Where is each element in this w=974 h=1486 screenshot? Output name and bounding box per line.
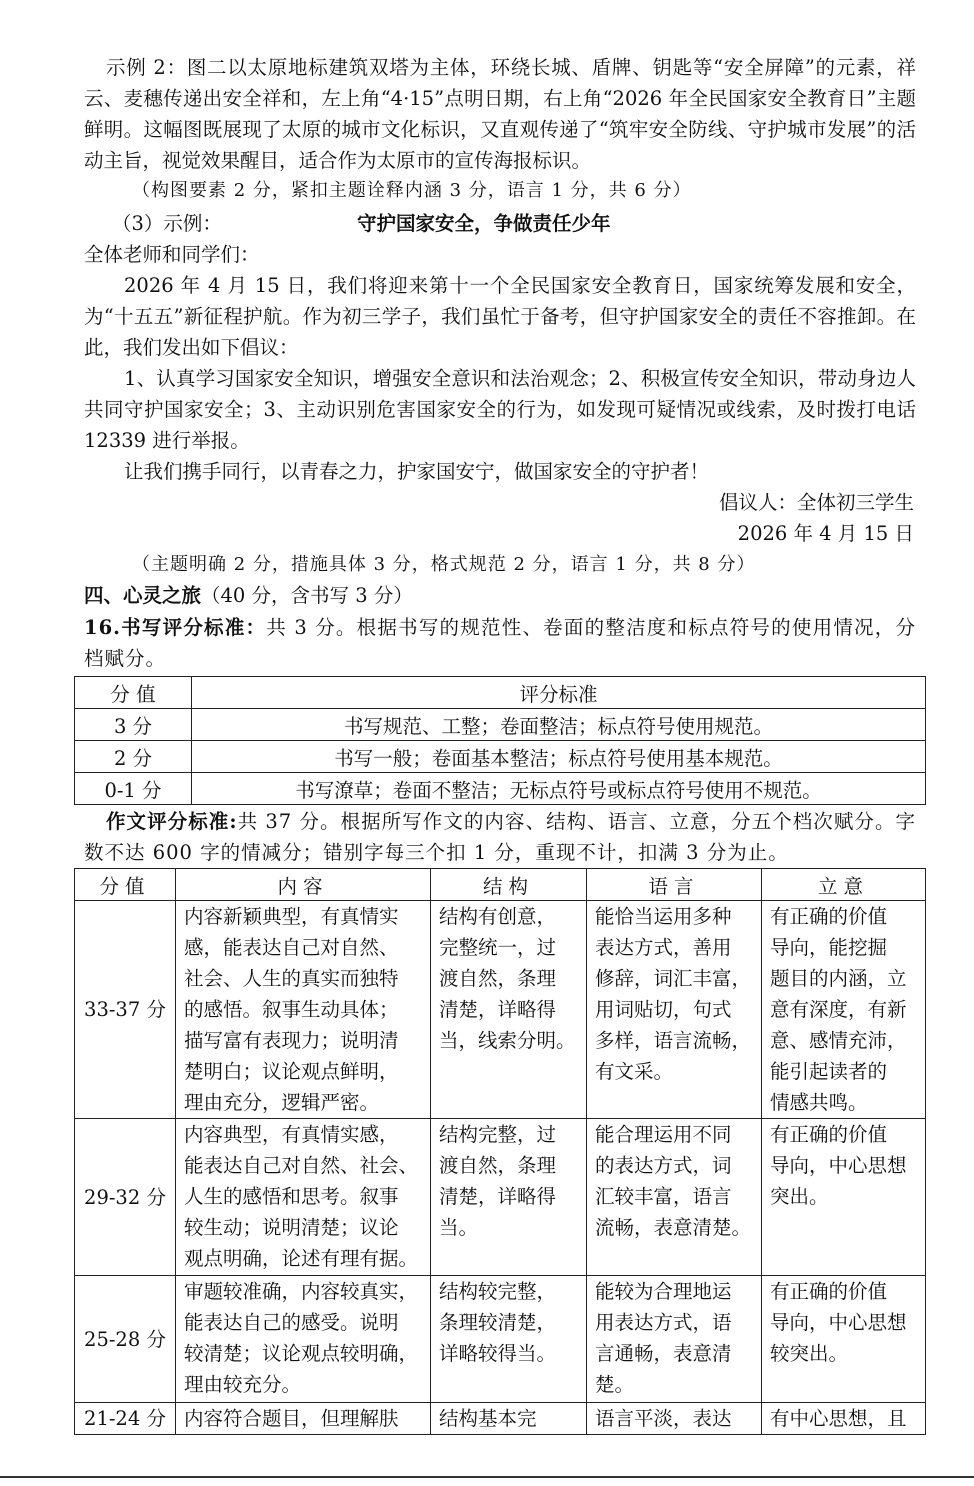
essay-criteria-text: 共 37 分。根据所写作文的内容、结构、语言、立意，分五个档次赋分。字数不达 600 字的情减分；错别字每三个扣 1 分，重现不计，扣满 3 分为止。: [84, 810, 917, 864]
table-header-cell: 分 值: [75, 677, 192, 709]
proposal-title: 守护国家安全，争做责任少年: [357, 212, 611, 235]
proposal-paragraph-2: 1、认真学习国家安全知识，增强安全意识和法治观念；2、积极宣传安全知识，带动身边人共同守护国家安全；3、主动识别危害国家安全的行为，如发现可疑情况或线索，及时拨打电话 12339 进行举报。: [84, 367, 916, 452]
essay-idea-cell: [762, 1276, 926, 1403]
proposal-paragraph-1: 2026 年 4 月 15 日，我们将迎来第十一个全民国家安全教育日，国家统筹发展和安全，为“十五五”新征程护航。作为初三学子，我们虽忙于备考，但守护国家安全的责任不容推卸。在此，我们发出如下倡议：: [84, 274, 916, 359]
essay-table-body: [75, 901, 926, 1435]
cell-line: 有中心思想，且: [770, 1407, 907, 1430]
cell-line: 结构完整，过: [439, 1123, 557, 1146]
cell-line: 用表达方式，语: [595, 1311, 732, 1334]
table-row: [75, 709, 926, 741]
section-4-note: （40 分，含书写 3 分）: [201, 584, 413, 607]
cell-line: 能恰当运用多种: [595, 905, 732, 928]
cell-line: 有文采。: [595, 1060, 674, 1083]
table-row: [75, 741, 926, 773]
essay-structure-cell: [431, 1403, 587, 1435]
cell-line: 渡自然，条理: [439, 967, 557, 990]
proposal-paragraph-3: 让我们携手同行，以青春之力，护家国安宁，做国家安全的守护者！: [124, 460, 710, 483]
cell-line: 多样，语言流畅，: [595, 1029, 752, 1052]
cell-line: 渡自然，条理: [439, 1154, 557, 1177]
essay-structure-cell: [431, 1276, 587, 1403]
cell-line: 内容典型，有真情实感，: [184, 1123, 399, 1146]
table-row: [75, 1119, 926, 1276]
cell-line: 理由充分，逻辑严密。: [184, 1091, 380, 1114]
cell-line: 结构基本完: [439, 1407, 537, 1430]
cell-line: 有正确的价值: [770, 1123, 888, 1146]
cell-line: 情感共鸣。: [770, 1091, 868, 1114]
essay-idea-cell: [762, 1403, 926, 1435]
question-3-line: [112, 208, 912, 239]
cell-line: 楚。: [595, 1373, 635, 1396]
cell-line: 清楚，详略得: [439, 998, 557, 1021]
score-note-2: （主题明确 2 分，措施具体 3 分，格式规范 2 分，语言 1 分，共 8 分）: [132, 554, 756, 575]
salutation: 全体老师和同学们：: [84, 243, 260, 266]
cell-line: 审题较准确，内容较真实，: [184, 1280, 419, 1303]
table-row: [75, 773, 926, 805]
page-bottom-rule: [0, 1476, 974, 1478]
essay-criteria-label: 作文评分标准:: [106, 810, 238, 833]
table-cell-criteria: 书写规范、工整；卷面整洁；标点符号使用规范。: [192, 709, 926, 741]
essay-language-cell: [587, 1276, 762, 1403]
cell-line: 感，能表达自己对自然、: [184, 936, 399, 959]
cell-line: 用词贴切，句式: [595, 998, 732, 1021]
essay-criteria-intro: [84, 806, 916, 868]
question-16-intro: [84, 612, 916, 674]
essay-language-cell: [587, 901, 762, 1119]
table-header-cell: 分值: [75, 869, 176, 901]
essay-score-cell: 21-24 分: [75, 1403, 176, 1435]
table-cell-criteria: 书写潦草；卷面不整洁；无标点符号或标点符号使用不规范。: [192, 773, 926, 805]
cell-line: 导向，中心思想: [770, 1311, 907, 1334]
table-header-cell: 评分标准: [192, 677, 926, 709]
table-row: [75, 1403, 926, 1435]
signature-date: 2026 年 4 月 15 日: [737, 522, 914, 545]
cell-line: 详略较得当。: [439, 1342, 557, 1365]
cell-line: 内容符合题目，但理解肤: [184, 1407, 399, 1430]
question-3-label: （3）示例：: [112, 212, 222, 235]
writing-score-table: [74, 676, 926, 805]
cell-line: 较清楚；议论观点较明确，: [184, 1342, 419, 1365]
score-note-1: （构图要素 2 分，紧扣主题诠释内涵 3 分，语言 1 分，共 6 分）: [132, 180, 692, 201]
cell-line: 当，线索分明。: [439, 1029, 576, 1052]
cell-line: 导向，能挖掘: [770, 936, 888, 959]
question-16-label: 16.书写评分标准：: [84, 616, 267, 639]
table-header-cell: 语言: [587, 869, 762, 901]
section-4-title: 四、心灵之旅: [84, 584, 202, 607]
cell-line: 理由较充分。: [184, 1373, 302, 1396]
cell-line: 内容新颖典型，有真情实: [184, 905, 399, 928]
cell-line: 较生动；说明清楚；议论: [184, 1216, 399, 1239]
essay-language-cell: [587, 1119, 762, 1276]
essay-content-cell: [176, 1403, 431, 1435]
essay-language-cell: [587, 1403, 762, 1435]
table-header-row: [75, 677, 926, 709]
cell-line: 楚明白；议论观点鲜明，: [184, 1060, 399, 1083]
essay-content-cell: [176, 1276, 431, 1403]
section-4-heading: [84, 580, 916, 611]
table-header-cell: 立意: [762, 869, 926, 901]
table-row: [75, 901, 926, 1119]
cell-line: 表达方式，善用: [595, 936, 732, 959]
cell-line: 语言平淡，表达: [595, 1407, 732, 1430]
essay-score-cell: 33-37 分: [75, 901, 176, 1119]
cell-line: 能较为合理地运: [595, 1280, 732, 1303]
cell-line: 较突出。: [770, 1342, 849, 1365]
cell-line: 意、感情充沛，: [770, 1029, 907, 1052]
cell-line: 清楚，详略得: [439, 1185, 557, 1208]
table-cell-score: 0-1 分: [75, 773, 192, 805]
essay-score-cell: 29-32 分: [75, 1119, 176, 1276]
essay-idea-cell: [762, 1119, 926, 1276]
essay-score-cell: 25-28 分: [75, 1276, 176, 1403]
cell-line: 观点明确，论述有理有据。: [184, 1247, 419, 1270]
cell-line: 能表达自己的感受。说明: [184, 1311, 399, 1334]
essay-structure-cell: [431, 1119, 587, 1276]
essay-content-cell: [176, 1119, 431, 1276]
cell-line: 突出。: [770, 1185, 829, 1208]
cell-line: 人生的感悟和思考。叙事: [184, 1185, 399, 1208]
cell-line: 有正确的价值: [770, 1280, 888, 1303]
cell-line: 题目的内涵，立: [770, 967, 907, 990]
cell-line: 意有深度，有新: [770, 998, 907, 1021]
essay-structure-cell: [431, 901, 587, 1119]
cell-line: 能表达自己对自然、社会、: [184, 1154, 419, 1177]
cell-line: 的表达方式，词: [595, 1154, 732, 1177]
signer: 倡议人：全体初三学生: [718, 491, 914, 514]
cell-line: 结构有创意，: [439, 905, 557, 928]
cell-line: 结构较完整，: [439, 1280, 557, 1303]
cell-line: 社会、人生的真实而独特: [184, 967, 399, 990]
table-header-cell: 内容: [176, 869, 431, 901]
table-header-cell: 结构: [431, 869, 587, 901]
example-2-paragraph: 示例 2：图二以太原地标建筑双塔为主体，环绕长城、盾牌、钥匙等“安全屏障”的元素，祥云、麦穗传递出安全祥和，左上角“4·15”点明日期，右上角“2026 年全民国家安全教育日”主题鲜明。这幅图既展现了太原的城市文化标识，又直观传递了“筑牢安全防线、守护城市发展”的活动主旨，视觉效果醒目，适合作为太原市的宣传海报标识。: [84, 56, 916, 172]
cell-line: 当。: [439, 1216, 479, 1239]
table-row: [75, 1276, 926, 1403]
cell-line: 汇较丰富，语言: [595, 1185, 732, 1208]
essay-content-cell: [176, 901, 431, 1119]
table-header-row: [75, 869, 926, 901]
cell-line: 能合理运用不同: [595, 1123, 732, 1146]
essay-score-table: [74, 868, 926, 1435]
cell-line: 的感悟。叙事生动具体；: [184, 998, 399, 1021]
cell-line: 能引起读者的: [770, 1060, 888, 1083]
table-cell-score: 3 分: [75, 709, 192, 741]
cell-line: 完整统一，过: [439, 936, 557, 959]
cell-line: 有正确的价值: [770, 905, 888, 928]
cell-line: 描写富有表现力；说明清: [184, 1029, 399, 1052]
question-16-text: 共 3 分。根据书写的规范性、卷面的整洁度和标点符号的使用情况，分档赋分。: [84, 616, 916, 670]
cell-line: 言通畅，表意清: [595, 1342, 732, 1365]
cell-line: 流畅，表意清楚。: [595, 1216, 752, 1239]
essay-idea-cell: [762, 901, 926, 1119]
table-cell-criteria: 书写一般；卷面基本整洁；标点符号使用基本规范。: [192, 741, 926, 773]
cell-line: 修辞，词汇丰富，: [595, 967, 752, 990]
table-cell-score: 2 分: [75, 741, 192, 773]
cell-line: 条理较清楚，: [439, 1311, 557, 1334]
cell-line: 导向，中心思想: [770, 1154, 907, 1177]
